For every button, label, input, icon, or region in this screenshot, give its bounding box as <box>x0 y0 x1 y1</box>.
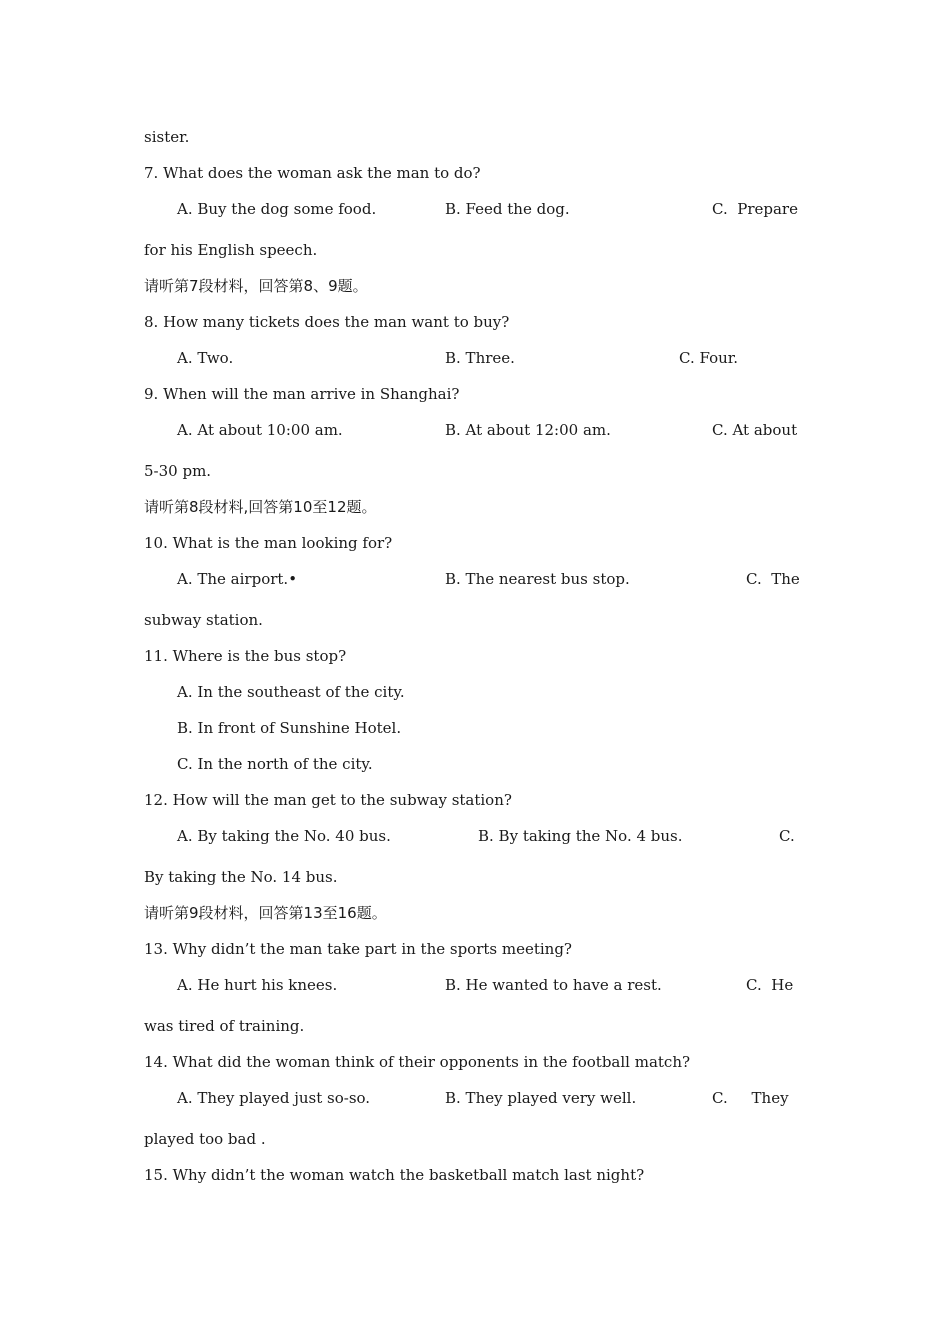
q7-option-c-cont: for his English speech. <box>144 241 318 259</box>
q13-option-a: A. He hurt his knees. <box>177 976 338 994</box>
q14-option-b: B. They played very well. <box>445 1089 637 1107</box>
q8-option-b: B. Three. <box>445 349 515 367</box>
q12-option-a: A. By taking the No. 40 bus. <box>177 827 391 845</box>
question-8: 8. How many tickets does the man want to buy? <box>144 313 510 331</box>
q12-option-c: C. <box>779 827 795 845</box>
q10-option-c: C. The <box>746 570 800 588</box>
q9-option-c: C. At about <box>712 421 798 439</box>
question-10: 10. What is the man looking for? <box>144 534 393 552</box>
question-7: 7. What does the woman ask the man to do? <box>144 164 481 182</box>
section-7-heading: 请听第7段材料，回答第8、9题。 <box>144 277 368 295</box>
q14-option-c-cont: played too bad . <box>144 1130 266 1148</box>
q11-option-b: B. In front of Sunshine Hotel. <box>177 719 402 737</box>
section-8-heading: 请听第8段材料,回答第10至12题。 <box>144 498 377 516</box>
question-9: 9. When will the man arrive in Shanghai? <box>144 385 460 403</box>
question-13: 13. Why didn’t the man take part in the sports meeting? <box>144 940 572 958</box>
question-14: 14. What did the woman think of their opponents in the football match? <box>144 1053 691 1071</box>
text-line: sister. <box>144 128 190 146</box>
q13-option-b: B. He wanted to have a rest. <box>445 976 662 994</box>
q10-option-a: A. The airport.• <box>177 570 298 588</box>
section-9-heading: 请听第9段材料，回答第13至16题。 <box>144 904 387 922</box>
q9-option-c-cont: 5-30 pm. <box>144 462 212 480</box>
q13-option-c-cont: was tired of training. <box>144 1017 305 1035</box>
q8-option-a: A. Two. <box>177 349 234 367</box>
q11-option-c: C. In the north of the city. <box>177 755 373 773</box>
question-15: 15. Why didn’t the woman watch the basketball match last night? <box>144 1166 645 1184</box>
q8-option-c: C. Four. <box>679 349 739 367</box>
question-11: 11. Where is the bus stop? <box>144 647 347 665</box>
q14-option-a: A. They played just so-so. <box>177 1089 371 1107</box>
q7-option-c: C. Prepare <box>712 200 798 218</box>
question-12: 12. How will the man get to the subway station? <box>144 791 512 809</box>
q11-option-a: A. In the southeast of the city. <box>177 683 405 701</box>
q13-option-c: C. He <box>746 976 794 994</box>
q10-option-c-cont: subway station. <box>144 611 263 629</box>
q12-option-b: B. By taking the No. 4 bus. <box>478 827 683 845</box>
q9-option-a: A. At about 10:00 am. <box>177 421 343 439</box>
q9-option-b: B. At about 12:00 am. <box>445 421 611 439</box>
q12-option-c-cont: By taking the No. 14 bus. <box>144 868 338 886</box>
q7-option-b: B. Feed the dog. <box>445 200 570 218</box>
q7-option-a: A. Buy the dog some food. <box>177 200 377 218</box>
q10-option-b: B. The nearest bus stop. <box>445 570 630 588</box>
q14-option-c: C. They <box>712 1089 789 1107</box>
